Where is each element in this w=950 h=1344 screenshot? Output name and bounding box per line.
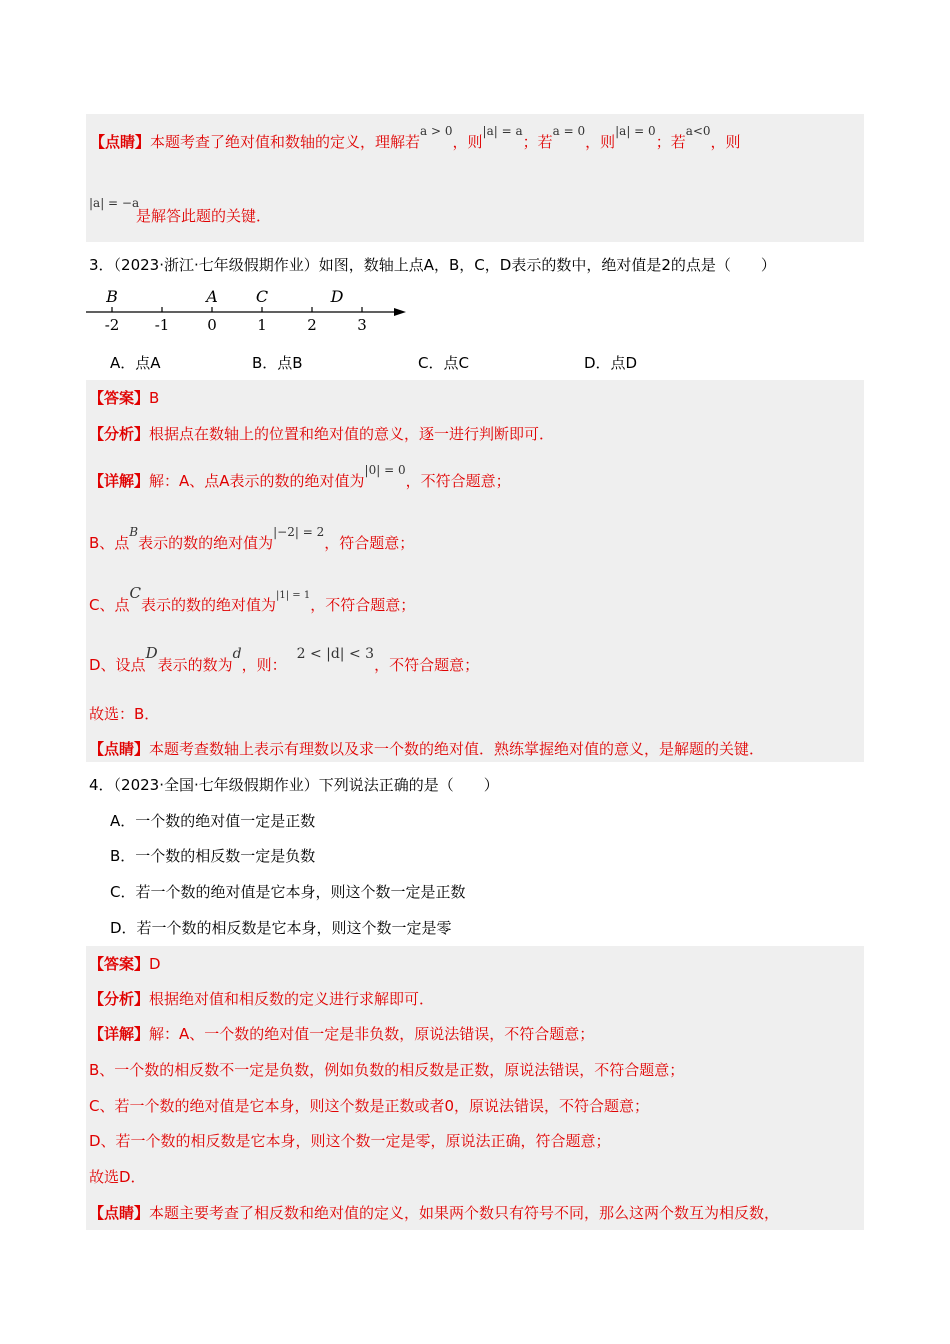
q3-analysis: 【分析】根据点在数轴上的位置和绝对值的意义，逐一进行判断即可． (89, 425, 555, 443)
q3-detail-3: C、点C表示的数的绝对值为|1| = 1，不符合题意； (89, 584, 416, 614)
tick-label: 1 (257, 316, 267, 332)
q4-detail-3: C、若一个数的绝对值是它本身，则这个数是正数或者0，原说法错误，不符合题意； (89, 1097, 650, 1115)
q4-option-d: D．若一个数的相反数是它本身，则这个数一定是零 (110, 919, 452, 937)
q4-analysis: 【分析】根据绝对值和相反数的定义进行求解即可． (89, 990, 435, 1008)
q4-detail-1: 【详解】解：A、一个数的绝对值一定是非负数，原说法错误，不符合题意； (89, 1025, 595, 1043)
q4-choose: 故选D． (89, 1168, 146, 1186)
dianjing-tag: 【点睛】 (90, 133, 151, 151)
q3-choose: 故选：B． (89, 705, 160, 723)
q3-option-d: D．点D (584, 354, 638, 372)
q4-option-a: A．一个数的绝对值一定是正数 (110, 812, 316, 830)
tick-label: 0 (207, 316, 217, 332)
q3-answer: 【答案】B (89, 389, 160, 407)
q3-dianjing: 【点睛】本题考查数轴上表示有理数以及求一个数的绝对值．熟练掌握绝对值的意义，是解题的关键． (89, 740, 765, 758)
q4-answer: 【答案】D (89, 955, 161, 973)
math-a-lt-0: a<0 (685, 124, 711, 138)
q4-detail-4: D、若一个数的相反数是它本身，则这个数一定是零，原说法正确，符合题意； (89, 1132, 611, 1150)
prev-dianjing-line2: 是解答此题的关键． (136, 207, 272, 225)
q3-detail-4: D、设点D表示的数为d，则：2 < |d| < 3，不符合题意； (89, 644, 480, 674)
point-label-d: D (330, 287, 344, 306)
math-abs-neg2: |−2| = 2 (273, 525, 325, 539)
math-a-gt-0: a > 0 (420, 124, 453, 138)
q3-option-a: A．点A (110, 354, 161, 372)
q4-dianjing: 【点睛】本题主要考查了相反数和绝对值的定义，如果两个数只有符号不同，那么这两个数互为相反数， (89, 1204, 780, 1222)
math-a-eq-0: a = 0 (552, 124, 586, 138)
q4-stem: 4．（2023·全国·七年级假期作业）下列说法正确的是（ ） (89, 776, 499, 794)
math-abs-0-eq-0: |0| = 0 (364, 463, 406, 477)
q4-option-b: B．一个数的相反数一定是负数 (110, 847, 316, 865)
tick-label: 3 (357, 316, 367, 332)
q3-number-line (82, 284, 422, 332)
math-abs-neg: |a| = −a (89, 196, 140, 210)
q4-detail-2: B、一个数的相反数不一定是负数，例如负数的相反数是正数，原说法错误，不符合题意； (89, 1061, 685, 1079)
q3-detail-1: 【详解】解：A、点A表示的数的绝对值为|0| = 0，不符合题意； (89, 470, 511, 493)
tick-label: -1 (154, 316, 170, 332)
math-abs-0: |a| = 0 (615, 124, 656, 138)
point-label-a: A (206, 287, 218, 306)
q3-stem: 3．（2023·浙江·七年级假期作业）如图，数轴上点A，B，C，D表示的数中，绝对值是2的点是（ ） (89, 256, 776, 274)
math-abs-1: |1| = 1 (275, 590, 311, 601)
math-d-range: 2 < |d| < 3 (296, 646, 375, 662)
point-label-b: B (106, 287, 118, 306)
prev-dianjing-line1: 【点睛】本题考查了绝对值和数轴的定义，理解若a > 0，则|a| = a；若a = 0，则|a| = 0；若a<0，则 (90, 131, 741, 154)
tick-label: -2 (104, 316, 120, 332)
q4-option-c: C．若一个数的绝对值是它本身，则这个数一定是正数 (110, 883, 466, 901)
axis-arrow (394, 308, 406, 316)
tick-label: 2 (307, 316, 317, 332)
q3-detail-2: B、点B表示的数的绝对值为|−2| = 2，符合题意； (89, 532, 414, 555)
q3-option-c: C．点C (418, 354, 469, 372)
q3-option-b: B．点B (252, 354, 303, 372)
point-label-c: C (255, 287, 269, 306)
math-abs-a: |a| = a (482, 124, 523, 138)
